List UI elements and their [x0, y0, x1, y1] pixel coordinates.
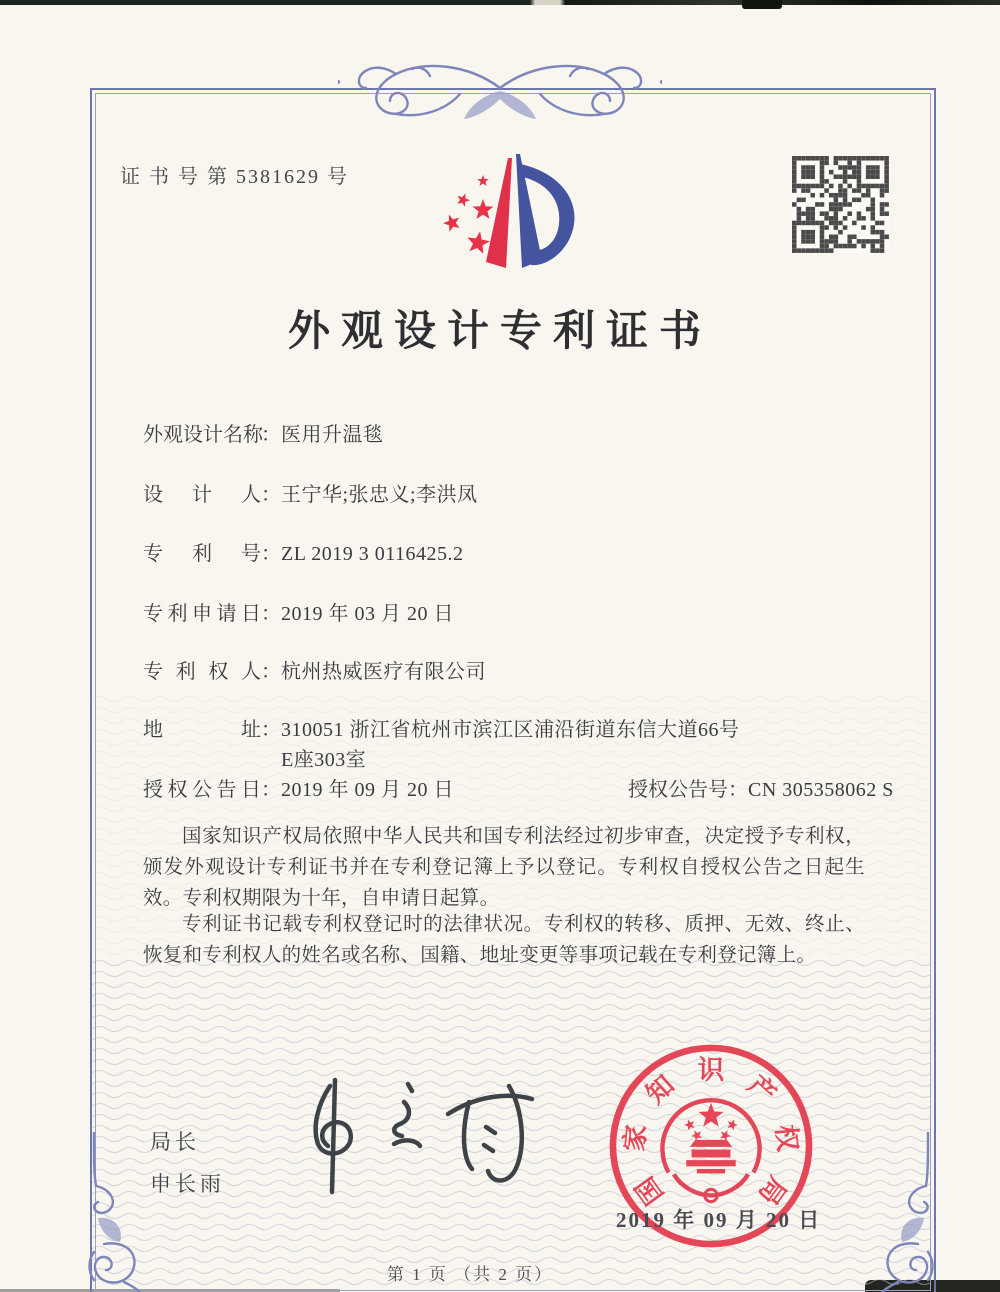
qr-code	[792, 156, 889, 253]
colon: ：	[261, 719, 281, 741]
svg-text:识: 识	[697, 1054, 725, 1085]
field-design-name	[143, 420, 384, 450]
field-address	[143, 715, 743, 775]
svg-text:国: 国	[629, 1171, 670, 1211]
field-label: 设计人	[143, 484, 261, 506]
svg-text:产: 产	[742, 1069, 782, 1110]
field-patent-number	[143, 539, 463, 569]
svg-text:知: 知	[640, 1069, 680, 1110]
grant-number	[628, 775, 894, 805]
legal-paragraph-2: 专利证书记载专利权登记时的法律状况。专利权的转移、质押、无效、终止、恢复和专利权人的姓名或名称、国籍、地址变更等事项记载在专利登记簿上。	[143, 914, 865, 966]
field-grant-row	[143, 775, 894, 805]
grant-date-value: 2019 年 09 月 20 日	[281, 779, 454, 801]
page-number-footer: 第 1 页 （共 2 页）	[386, 1265, 554, 1284]
legal-paragraph-1: 国家知识产权局依照中华人民共和国专利法经过初步审查，决定授予专利权，颁发外观设计专利证书并在专利登记簿上予以登记。专利权自授权公告之日起生效。专利权期限为十年，自申请日起算。	[143, 826, 865, 909]
cnipa-logo-icon	[428, 150, 588, 292]
colon: ：	[261, 603, 281, 625]
certificate-title: 外观设计专利证书	[287, 309, 712, 355]
field-value: 医用升温毯	[281, 424, 384, 446]
field-label: 专利号	[143, 543, 261, 565]
commissioner-signature	[288, 1072, 540, 1198]
seal-date: 2019 年 09 月 20 日	[616, 1208, 822, 1232]
colon: ：	[261, 661, 281, 683]
field-patentee	[143, 657, 486, 687]
colon: ：	[261, 779, 281, 801]
colon: ：	[728, 779, 748, 801]
field-label: 地址	[143, 719, 261, 741]
field-value: ZL 2019 3 0116425.2	[281, 543, 464, 565]
svg-text:局: 局	[752, 1171, 793, 1211]
svg-text:家: 家	[618, 1123, 652, 1153]
grant-number-value: CN 305358062 S	[748, 779, 894, 801]
field-label: 授权公告日	[143, 779, 261, 801]
signer-name: 申长雨	[150, 1172, 225, 1196]
field-filing-date	[143, 599, 454, 629]
field-value: 310051 浙江省杭州市滨江区浦沿街道东信大道66号E座303室	[281, 719, 740, 771]
field-label: 外观设计名称	[143, 424, 263, 446]
field-label: 专利申请日	[143, 603, 261, 625]
colon: ：	[261, 484, 281, 506]
certificate-number: 证 书 号 第 5381629 号	[120, 166, 349, 188]
field-value: 王宁华;张忠义;李洪凤	[281, 484, 478, 506]
colon: ：	[261, 424, 281, 446]
scanner-edge-artifact-top	[0, 0, 1000, 5]
signer-title: 局长	[150, 1130, 200, 1154]
field-label: 授权公告号	[628, 779, 728, 801]
top-flourish-ornament	[338, 54, 662, 128]
scanner-edge-artifact-mark	[742, 0, 782, 9]
field-value: 2019 年 03 月 20 日	[281, 603, 454, 625]
colon: ：	[261, 543, 281, 565]
field-label: 专利权人	[143, 661, 261, 683]
svg-text:权: 权	[770, 1123, 804, 1153]
field-designers	[143, 480, 478, 510]
field-value: 杭州热威医疗有限公司	[281, 661, 486, 683]
